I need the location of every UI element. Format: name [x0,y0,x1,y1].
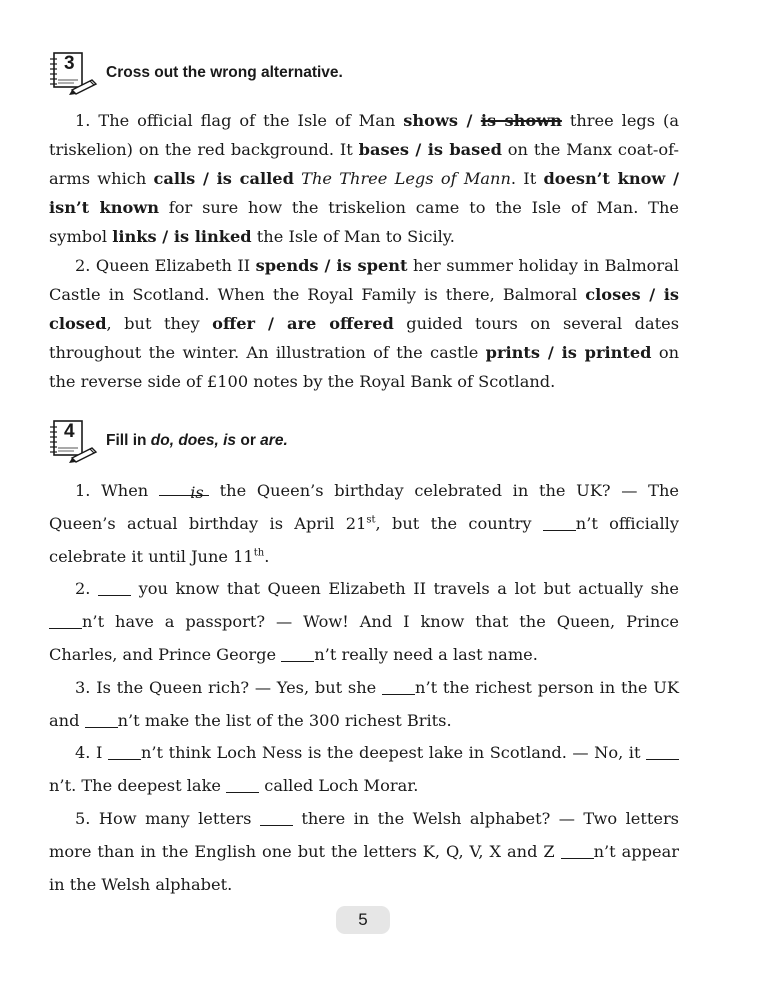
answer-blank[interactable] [159,477,209,502]
example-answer: is [190,483,204,502]
exercise-3-item-1: 1. The official flag of the Isle of Man shows / is shown three legs (a triskelion) on the red background. It bases / is based on the Manx coat-of-arms which calls / is called The Three Legs of Mann. It doesn’t know / isn’t known for sure how the triskelion came to the Isle of Man. The symbol links / is linked the Isle of Man to Sicily. [49,111,679,246]
answer-blank[interactable] [281,643,314,662]
answer-blank[interactable] [98,577,131,596]
exercise-3-header [48,50,343,96]
exercise-4-number: 4 [64,421,75,442]
answer-blank[interactable] [260,807,293,826]
crossed-out-option: is shown [480,111,562,130]
exercise-3-title: Cross out the wrong alternative. [106,64,343,81]
answer-blank[interactable] [108,741,141,760]
exercise-4-item-2: 2. you know that Queen Elizabeth II travels a lot but actually she n’t have a passport? — Wow! And I know that the Queen, Prince Charles, and Prince George n’t really need a last name. [49,579,679,664]
answer-blank[interactable] [561,840,594,859]
answer-blank[interactable] [85,709,118,728]
answer-blank[interactable] [646,741,679,760]
option: shows [403,111,458,130]
answer-blank[interactable] [226,774,259,793]
exercise-3-number: 3 [64,53,75,74]
answer-blank[interactable] [543,512,576,531]
exercise-4-header [48,418,288,464]
exercise-4-item-4: 4. I n’t think Loch Ness is the deepest lake in Scotland. — No, it n’t. The deepest lake called Loch Morar. [49,737,679,803]
exercise-4-item-5: 5. How many letters there in the Welsh alphabet? — Two letters more than in the English one but the letters K, Q, V, X and Z n’t appear in the Welsh alphabet. [49,808,679,894]
answer-blank[interactable] [49,610,82,629]
exercise-3-item-2: 2. Queen Elizabeth II spends / is spent her summer holiday in Balmoral Castle in Scotland. When the Royal Family is there, Balmoral closes / is closed, but they offer / are offered guided tours on several dates throughout the winter. An illustration of the castle prints / is printed on the reverse side of £100 notes by the Royal Bank of Scotland. [49,256,680,391]
exercise-4-body [49,475,679,901]
exercise-4-item-3: 3. Is the Queen rich? — Yes, but she n’t the richest person in the UK and n’t make the list of the 300 richest Brits. [49,677,679,730]
exercise-4-title: Fill in do, does, is or are. [106,432,288,449]
answer-blank[interactable] [382,676,415,695]
exercise-3-body [49,106,679,396]
exercise-4-item-1: 1. When is the Queen’s birthday celebrated in the UK? — The Queen’s actual birthday is April 21st, but the country n’t officially celebrate it until June 11th. [49,475,679,573]
page-number: 5 [336,906,390,934]
